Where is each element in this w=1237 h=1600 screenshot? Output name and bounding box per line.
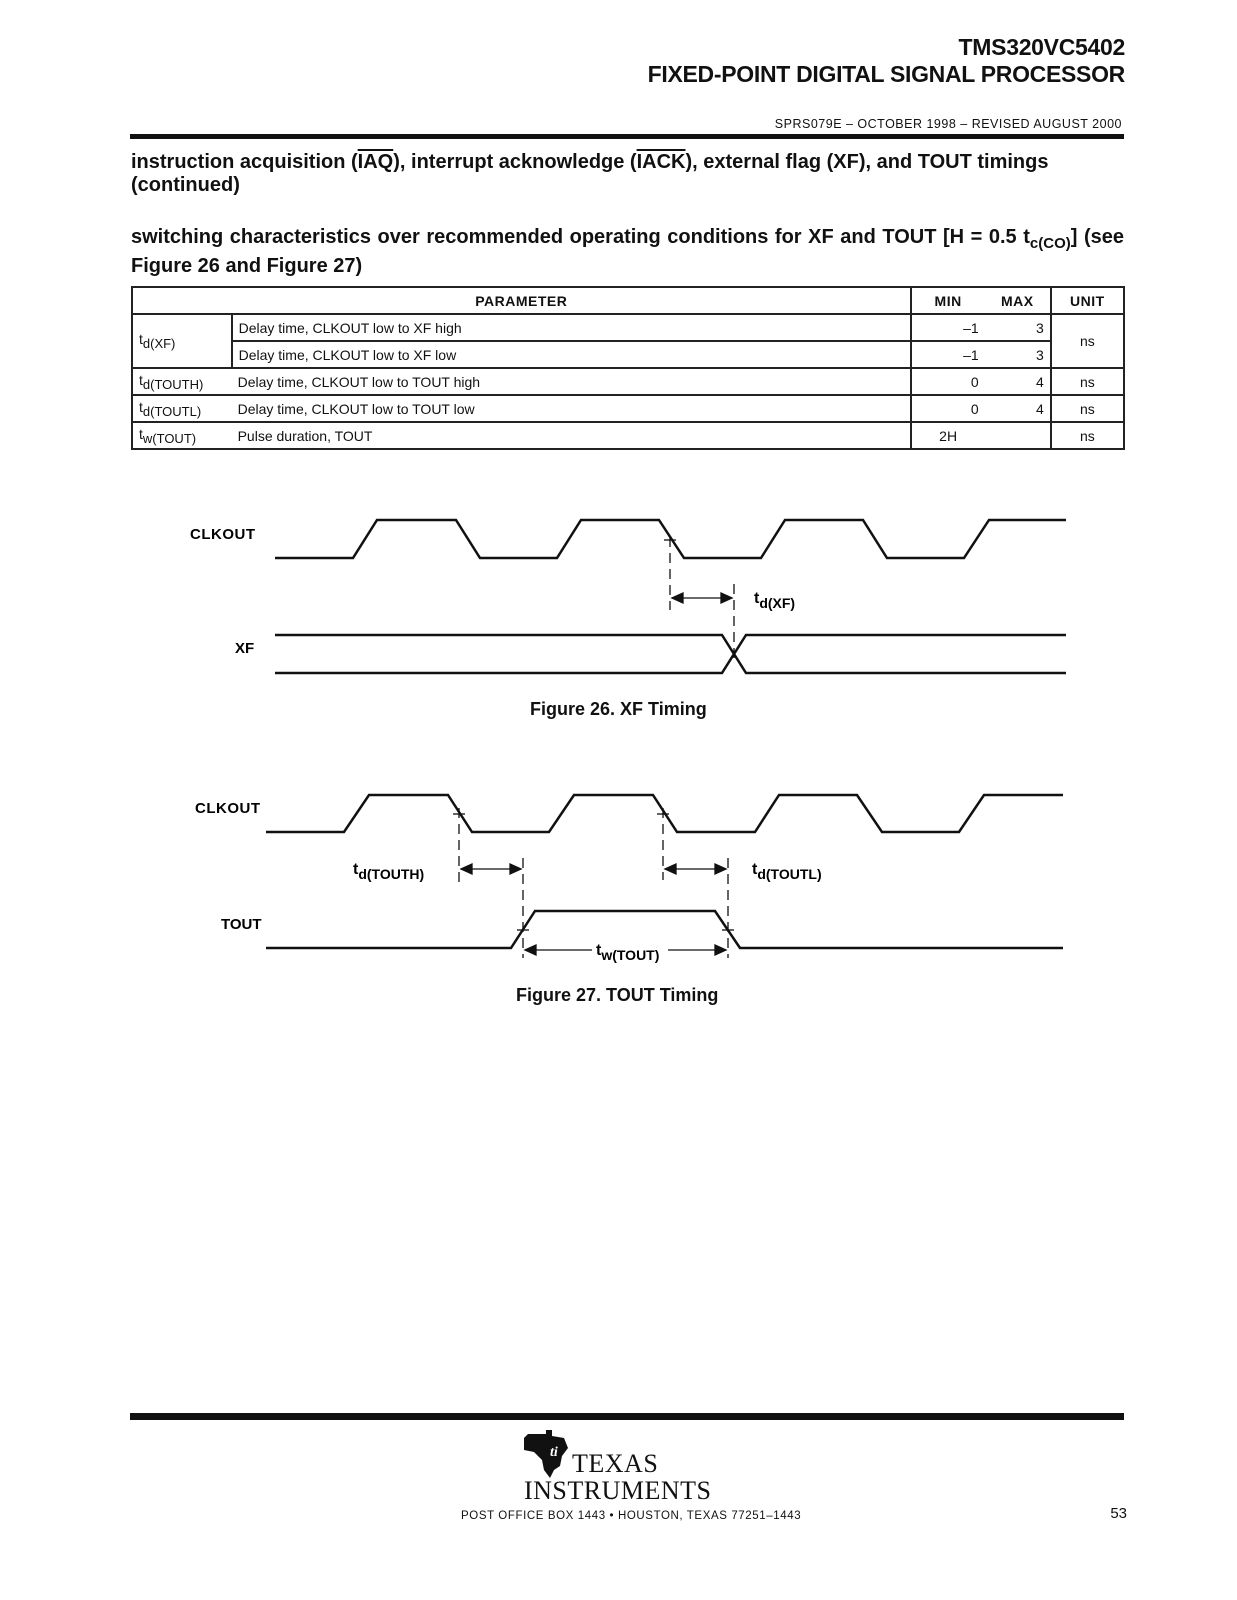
max-cell xyxy=(985,422,1051,449)
table-row xyxy=(132,314,1124,341)
min-cell: –1 xyxy=(911,314,985,341)
iaq-signal: $\overline{IAQ}$ xyxy=(357,151,394,173)
logo-line-2: INSTRUMENTS xyxy=(524,1476,712,1505)
label-subscript: d(TOUTL) xyxy=(757,866,822,882)
symbol-t: t xyxy=(139,371,143,388)
xf-waveform-high xyxy=(275,635,1066,654)
table-header-row xyxy=(132,287,1124,314)
clkout-waveform xyxy=(266,795,1063,832)
clkout-label-fig26: CLKOUT xyxy=(190,526,256,543)
min-cell: –1 xyxy=(911,341,985,368)
subsection-heading xyxy=(131,226,1124,278)
document-header xyxy=(648,34,1125,88)
subscript: c(CO) xyxy=(1029,235,1071,252)
header-unit: UNIT xyxy=(1051,287,1124,314)
table-row xyxy=(132,368,1124,395)
td-xf-label xyxy=(754,590,795,611)
page-number: 53 xyxy=(1110,1505,1127,1522)
subsection-heading-text: switching characteristics over recommended operating conditions for XF and TOUT [H = 0.5 t xyxy=(131,226,1030,248)
symbol-t: t xyxy=(139,425,143,442)
max-cell: 4 xyxy=(985,368,1051,395)
footer-rule xyxy=(130,1413,1124,1420)
label-t: t xyxy=(596,942,602,959)
switching-characteristics-table xyxy=(131,286,1125,450)
header-parameter: PARAMETER xyxy=(132,287,911,314)
label-subscript: d(XF) xyxy=(759,595,796,611)
label-subscript: d(TOUTH) xyxy=(358,866,425,882)
symbol-subscript: w(TOUT) xyxy=(142,430,197,446)
min-cell: 0 xyxy=(911,368,985,395)
max-cell: 3 xyxy=(985,341,1051,368)
section-heading-text: instruction acquisition ( xyxy=(131,151,358,173)
tout-waveform xyxy=(266,911,1063,948)
label-t: t xyxy=(353,861,359,878)
figure-26-caption: Figure 26. XF Timing xyxy=(530,699,707,719)
label-t: t xyxy=(754,590,760,607)
unit-cell: ns xyxy=(1051,314,1124,368)
header-rule xyxy=(130,134,1124,139)
description-cell: Pulse duration, TOUT xyxy=(232,422,911,449)
tw-tout-label xyxy=(596,942,659,963)
table-row xyxy=(132,341,1124,368)
table-row xyxy=(132,422,1124,449)
figure-27-caption: Figure 27. TOUT Timing xyxy=(516,985,719,1005)
symbol-cell xyxy=(132,395,232,422)
unit-cell: ns xyxy=(1051,422,1124,449)
description-cell: Delay time, CLKOUT low to XF low xyxy=(232,341,911,368)
part-number: TMS320VC5402 xyxy=(958,34,1125,60)
svg-text:ti: ti xyxy=(550,1445,558,1460)
max-cell: 4 xyxy=(985,395,1051,422)
header-min: MIN xyxy=(911,287,985,314)
tout-label: TOUT xyxy=(221,916,262,933)
min-cell: 2H xyxy=(911,422,985,449)
unit-cell: ns xyxy=(1051,395,1124,422)
td-touth-label xyxy=(353,861,424,882)
symbol-cell xyxy=(132,314,232,368)
symbol-subscript: d(TOUTL) xyxy=(142,403,202,419)
max-cell: 3 xyxy=(985,314,1051,341)
min-cell: 0 xyxy=(911,395,985,422)
description-cell: Delay time, CLKOUT low to XF high xyxy=(232,314,911,341)
description-cell: Delay time, CLKOUT low to TOUT high xyxy=(232,368,911,395)
unit-cell: ns xyxy=(1051,368,1124,395)
section-heading-text: ), external flag (XF), and TOUT timings (continued) xyxy=(131,151,1049,196)
xf-waveform-low xyxy=(275,654,1066,673)
logo-line-1: TEXAS xyxy=(572,1449,659,1478)
document-title: FIXED-POINT DIGITAL SIGNAL PROCESSOR xyxy=(647,61,1125,87)
td-touth-marker xyxy=(453,808,529,958)
tw-tout-marker xyxy=(525,945,726,955)
section-heading-text: ), interrupt acknowledge ( xyxy=(393,151,637,173)
symbol-subscript: d(XF) xyxy=(142,336,176,351)
figure-26-xf-timing xyxy=(275,520,1066,673)
header-max: MAX xyxy=(985,287,1051,314)
symbol-t: t xyxy=(139,398,143,415)
description-cell: Delay time, CLKOUT low to TOUT low xyxy=(232,395,911,422)
subsection-heading-text: ] (see Figure 26 and Figure 27) xyxy=(131,226,1124,277)
symbol-cell xyxy=(132,422,232,449)
footer-address: POST OFFICE BOX 1443 • HOUSTON, TEXAS 77251–1443 xyxy=(461,1510,802,1522)
td-xf-marker xyxy=(664,537,734,664)
figure-27-tout-timing xyxy=(266,795,1063,958)
texas-instruments-wordmark xyxy=(524,1450,712,1504)
td-toutl-label xyxy=(752,861,822,882)
label-t: t xyxy=(752,861,758,878)
symbol-cell xyxy=(132,368,232,395)
document-id: SPRS079E – OCTOBER 1998 – REVISED AUGUST 2000 xyxy=(774,117,1122,131)
iack-signal: IACK xyxy=(636,151,686,173)
clkout-label-fig27: CLKOUT xyxy=(195,800,261,817)
symbol-t: t xyxy=(139,331,143,347)
td-toutl-marker xyxy=(657,808,734,958)
label-subscript: w(TOUT) xyxy=(601,947,660,963)
xf-label: XF xyxy=(235,640,255,657)
symbol-subscript: d(TOUTH) xyxy=(142,376,204,392)
section-heading xyxy=(131,151,1124,197)
table-row xyxy=(132,395,1124,422)
clkout-waveform xyxy=(275,520,1066,558)
